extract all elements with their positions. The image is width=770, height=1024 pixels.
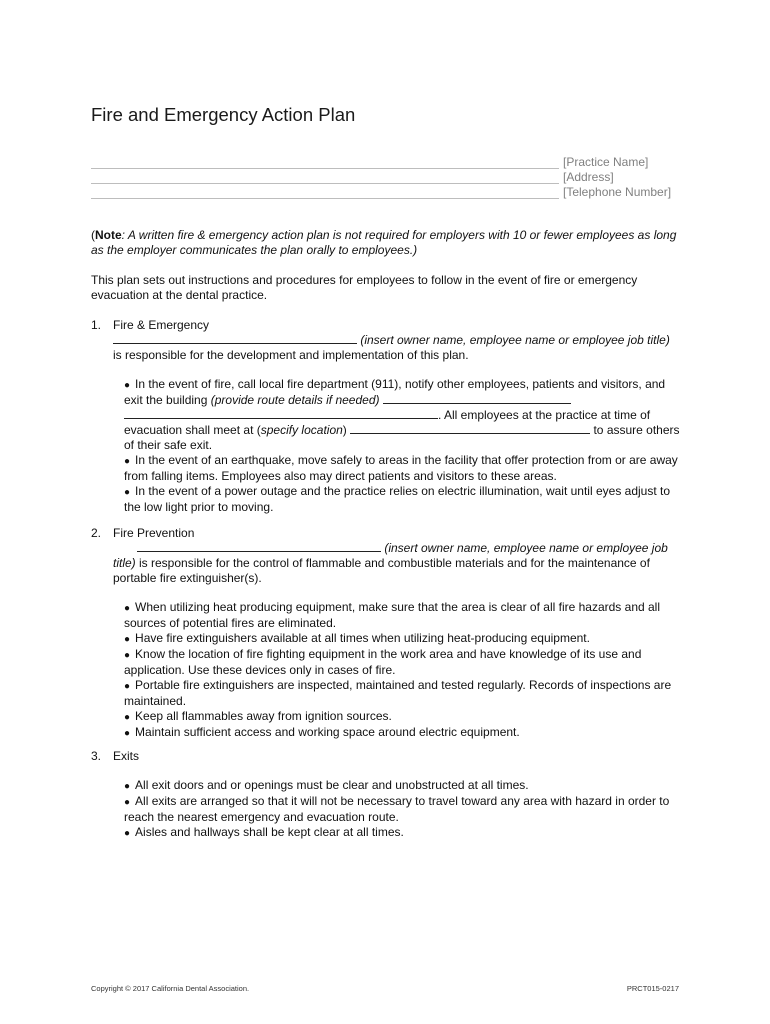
meeting-location-blank[interactable]	[350, 423, 590, 434]
note-label: Note	[95, 228, 122, 242]
section-2-heading	[91, 526, 194, 541]
list-item: ● Keep all flammables away from ignition sources.	[124, 709, 392, 723]
section-3-title: Exits	[113, 749, 140, 763]
section-1-responsible-text: is responsible for the development and implementation of this plan.	[113, 348, 469, 362]
list-item: ● Know the location of fire fighting equipment in the work area and have knowledge of its use and application. Use these devices only in cases of fire.	[124, 647, 642, 677]
practice-header-fields	[91, 154, 691, 199]
address-placeholder: [Address]	[563, 170, 614, 184]
section-3-bullets	[124, 778, 680, 841]
bullet-icon: ●	[124, 728, 131, 739]
telephone-row	[91, 184, 691, 199]
telephone-line[interactable]	[91, 187, 559, 199]
list-item: ● In the event of a power outage and the practice relies on electric illumination, wait until eyes adjust to the low light prior to moving.	[124, 484, 671, 514]
note-text: : A written fire & emergency action plan is not required for employers with 10 or fewer employees as long as the employer communicates the plan orally to employees.)	[91, 228, 677, 257]
list-item: ● In the event of an earthquake, move safely to areas in the facility that offer protection from or are away from falling items. Employees also may direct patients and visitors to these areas.	[124, 453, 678, 483]
section-2-bullets	[124, 600, 680, 741]
bullet-icon: ●	[124, 380, 131, 391]
bullet-icon: ●	[124, 828, 131, 839]
note-paragraph: (Note: A written fire & emergency action plan is not required for employers with 10 or fewer employees as long as the employer communicates the plan orally to employees.)	[91, 228, 677, 257]
practice-name-line[interactable]	[91, 157, 559, 169]
section-1-responsible	[113, 333, 681, 363]
bullet-icon: ●	[124, 781, 131, 792]
section-1-title: Fire & Emergency	[113, 318, 210, 332]
section-1-heading	[91, 318, 209, 333]
responsible-person-blank[interactable]	[113, 333, 357, 344]
section-2-responsible-hint: (insert owner name, employee name or employee job title)	[113, 541, 668, 570]
practice-name-placeholder: [Practice Name]	[563, 155, 649, 169]
address-line[interactable]	[91, 172, 559, 184]
bullet-icon: ●	[124, 634, 131, 645]
bullet-icon: ●	[124, 487, 131, 498]
responsible-person-blank-2[interactable]	[137, 541, 381, 552]
section-1-bullets	[124, 377, 680, 515]
intro-paragraph: This plan sets out instructions and procedures for employees to follow in the event of fire or emergency evacuation at the dental practice.	[91, 273, 638, 302]
bullet-icon: ●	[124, 456, 131, 467]
bullet-icon: ●	[124, 712, 131, 723]
telephone-placeholder: [Telephone Number]	[563, 185, 672, 199]
section-3-number: 3.	[91, 749, 102, 763]
list-item: ● Aisles and hallways shall be kept clear at all times.	[124, 825, 404, 839]
section-2-responsible-text: is responsible for the control of flammable and combustible materials and for the maintenance of portable fire extinguisher(s).	[113, 556, 650, 585]
list-item: ● Maintain sufficient access and working space around electric equipment.	[124, 725, 520, 739]
list-item: ● All exits are arranged so that it will not be necessary to travel toward any area with hazard in order to reach the nearest emergency and evacuation route.	[124, 794, 670, 824]
bullet-icon: ●	[124, 681, 131, 692]
section-3-heading	[91, 749, 139, 764]
section-2-responsible	[113, 541, 681, 586]
route-details-blank-2[interactable]	[124, 408, 438, 419]
list-item: ● When utilizing heat producing equipment, make sure that the area is clear of all fire hazards and all sources of potential fires are eliminated.	[124, 600, 661, 630]
address-row	[91, 169, 691, 184]
bullet-icon: ●	[124, 650, 131, 661]
bullet-icon: ●	[124, 603, 131, 614]
section-1-responsible-hint: (insert owner name, employee name or employee job title)	[357, 333, 670, 347]
footer-document-code: PRCT015-0217	[626, 984, 679, 993]
bullet-icon: ●	[124, 797, 131, 808]
list-item: ● Portable fire extinguishers are inspected, maintained and tested regularly. Records of inspections are maintained.	[124, 678, 672, 708]
section-2-number: 2.	[91, 526, 102, 540]
page-title: Fire and Emergency Action Plan	[91, 104, 356, 125]
list-item: ● Have fire extinguishers available at all times when utilizing heat-producing equipment.	[124, 631, 590, 645]
list-item: ● In the event of fire, call local fire department (911), notify other employees, patients and visitors, and exit the building (provide route details if needed) . All employees at the practice at time of evacuation shall meet at (specify location) to assure others of their safe exit.	[124, 377, 680, 452]
section-1-number: 1.	[91, 318, 102, 332]
route-details-blank[interactable]	[383, 393, 571, 404]
practice-name-row	[91, 154, 691, 169]
list-item: ● All exit doors and or openings must be clear and unobstructed at all times.	[124, 778, 529, 792]
footer-copyright: Copyright © 2017 California Dental Association.	[91, 984, 250, 993]
section-2-title: Fire Prevention	[113, 526, 195, 540]
